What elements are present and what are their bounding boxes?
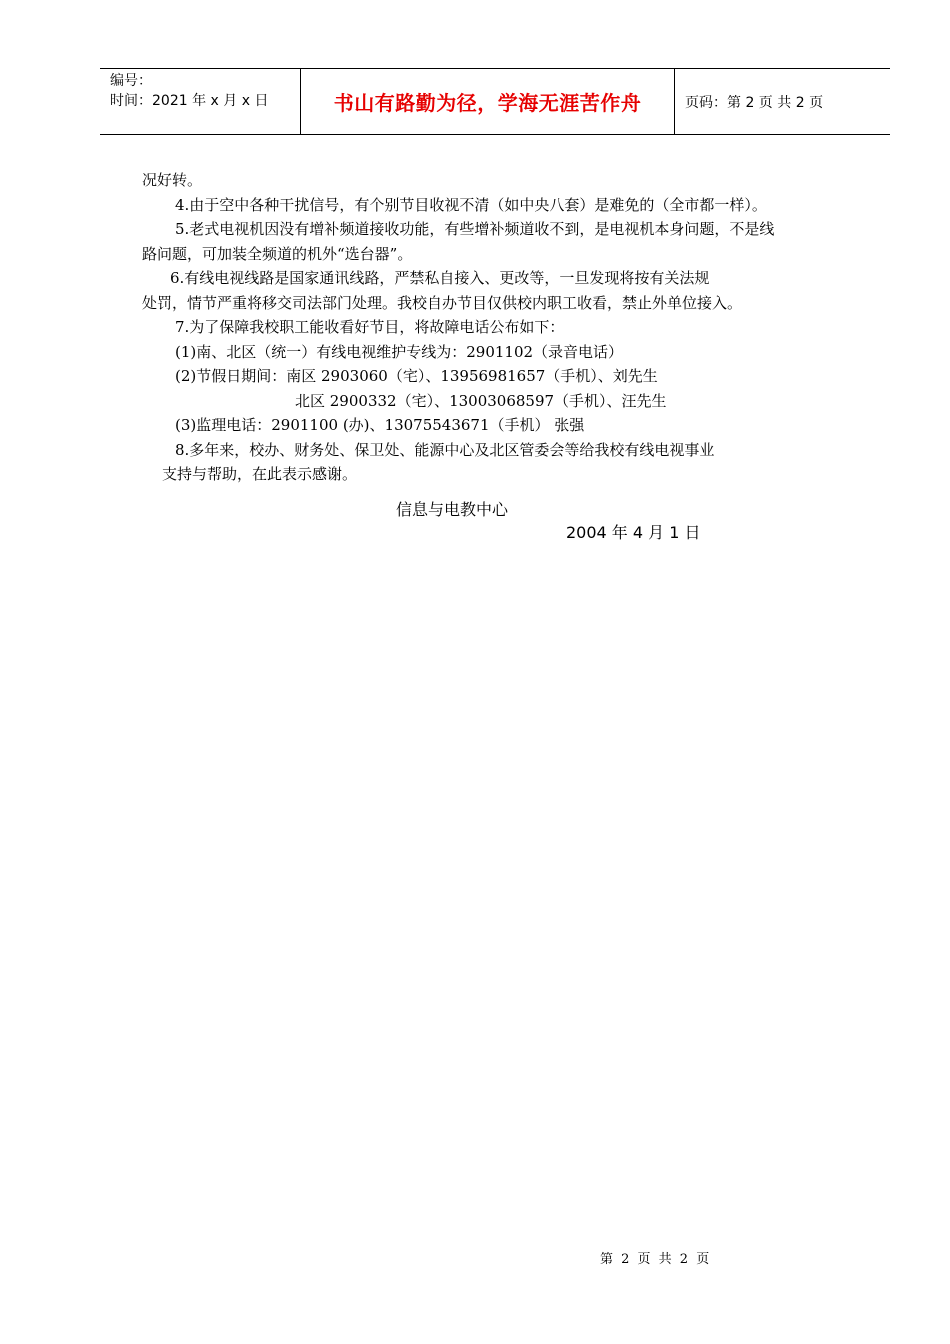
page-header <box>100 68 890 135</box>
paragraph-5-line-2: 路问题，可加装全频道的机外“选台器”。 <box>142 244 413 263</box>
paragraph-5-line-1: 5.老式电视机因没有增补频道接收功能，有些增补频道收不到，是电视机本身问题，不是线 <box>175 220 775 238</box>
signature-date: 2004 年 4 月 1 日 <box>566 523 701 542</box>
paragraph-7: 7.为了保障我校职工能收看好节目，将故障电话公布如下： <box>175 318 565 336</box>
paragraph-4: 4.由于空中各种干扰信号，有个别节目收视不清（如中央八套）是难免的（全市都一样）。 <box>175 195 767 214</box>
page-footer: 第 2 页 共 2 页 <box>600 1252 712 1267</box>
signature-organization: 信息与电教中心 <box>396 500 509 519</box>
header-page-label: 页码：第 2 页 共 2 页 <box>685 94 824 111</box>
paragraph-8-line-1: 8.多年来，校办、财务处、保卫处、能源中心及北区管委会等给我校有线电视事业 <box>175 440 715 459</box>
paragraph-7-item-3: (3)监理电话：2901100 (办)、13075543671（手机） 张强 <box>175 416 585 434</box>
document-body <box>142 168 852 487</box>
paragraph-6-line-2: 处罚，情节严重将移交司法部门处理。我校自办节目仅供校内职工收看，禁止外单位接入。 <box>142 293 743 312</box>
paragraph-8-line-2: 支持与帮助，在此表示感谢。 <box>162 465 358 483</box>
code-label: 编号： <box>110 73 152 89</box>
time-label: 时间：2021 年 x 月 x 日 <box>110 93 269 109</box>
header-meta <box>100 69 301 134</box>
paragraph-7-item-2: (2)节假日期间：南区 2903060（宅）、13956981657（手机）、刘先生 <box>175 367 658 385</box>
paragraph-7-item-2-north: 北区 2900332（宅）、13003068597（手机）、汪先生 <box>295 391 667 410</box>
paragraph-6-line-1: 6.有线电视线路是国家通讯线路，严禁私自接入、更改等，一旦发现将按有关法规 <box>170 269 710 287</box>
paragraph-0: 况好转。 <box>142 171 203 189</box>
header-motto: 书山有路勤为径，学海无涯苦作舟 <box>301 69 675 134</box>
paragraph-7-item-1: (1)南、北区（统一）有线电视维护专线为：2901102（录音电话） <box>175 342 624 361</box>
